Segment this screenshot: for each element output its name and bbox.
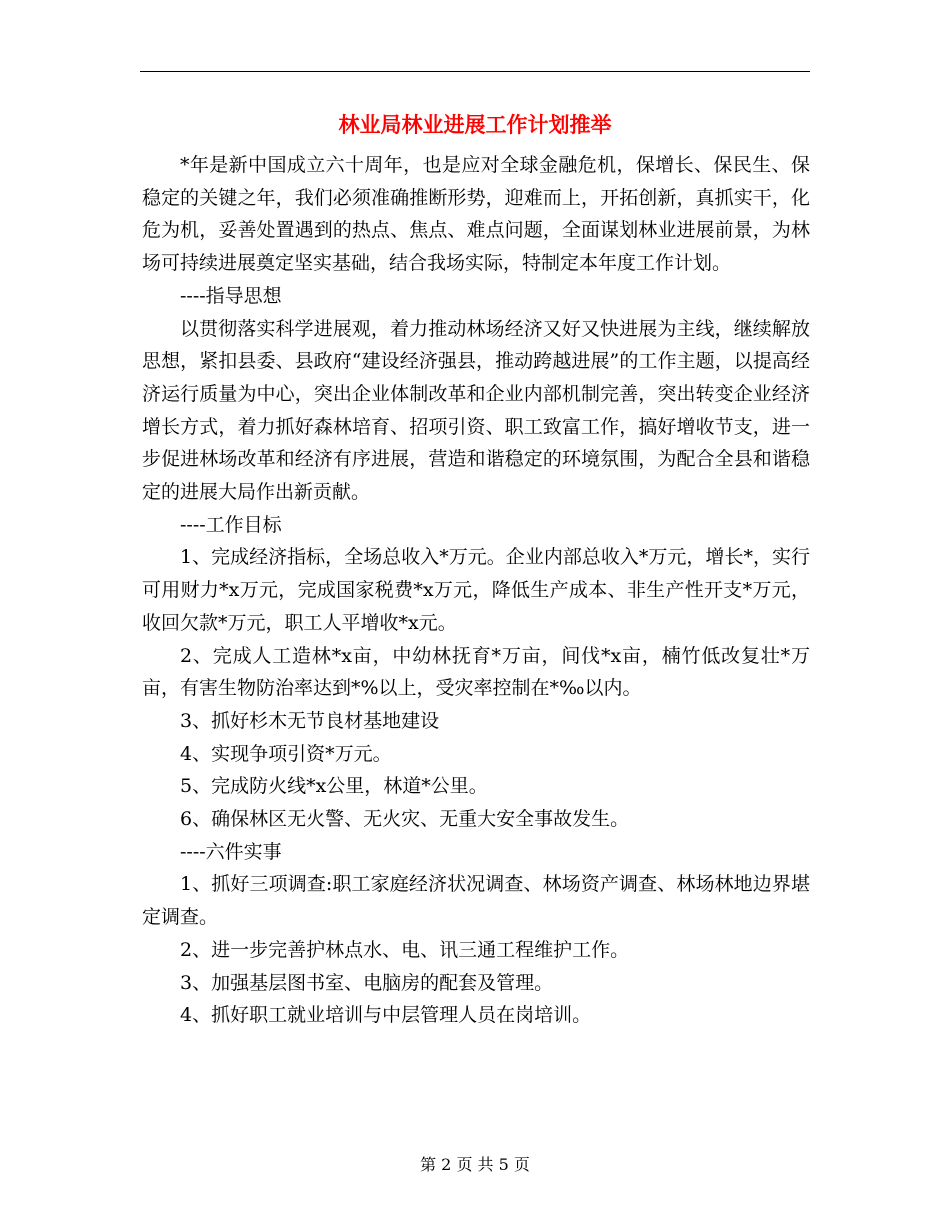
page-number-footer: 第 2 页 共 5 页: [420, 1155, 530, 1174]
task-item: 4、抓好职工就业培训与中层管理人员在岗培训。: [180, 1004, 592, 1027]
task-item: 2、进一步完善护林点水、电、讯三通工程维护工作。: [180, 938, 630, 961]
goal-item: 1、完成经济指标，全场总收入*万元。企业内部总收入*万元，增长*，实行可用财力*x万元，完成国家税费*x万元，降低生产成本、非生产性开支*万元，收回欠款*万元，职工人平增收*x元。: [142, 546, 810, 634]
goal-item: 2、完成人工造林*x亩，中幼林抚育*万亩，间伐*x亩，楠竹低改复壮*万亩，有害生物防治率达到*%以上，受灾率控制在*‰以内。: [142, 644, 810, 700]
goal-item: 3、抓好杉木无节良材基地建设: [180, 709, 440, 732]
section-heading-goals: ----工作目标: [180, 513, 282, 536]
goal-item: 4、实现争项引资*万元。: [180, 742, 392, 765]
goal-item: 6、确保林区无火警、无火灾、无重大安全事故发生。: [180, 808, 630, 831]
header-rule: [140, 71, 810, 72]
section-heading-tasks: ----六件实事: [180, 840, 282, 863]
section-heading-guiding: ----指导思想: [180, 284, 282, 307]
document-title: 林业局林业进展工作计划推举: [338, 112, 612, 137]
task-item: 1、抓好三项调查:职工家庭经济状况调查、林场资产调查、林场林地边界堪定调查。: [142, 873, 810, 929]
goal-item: 5、完成防火线*x公里，林道*公里。: [180, 775, 488, 798]
intro-paragraph: *年是新中国成立六十周年，也是应对全球金融危机，保增长、保民生、保稳定的关键之年，我们必须准确推断形势，迎难而上，开拓创新，真抓实干，化危为机，妥善处置遇到的热点、焦点、难点问题，全面谋划林业进展前景，为林场可持续进展奠定坚实基础，结合我场实际，特制定本年度工作计划。: [142, 154, 810, 275]
document-body: [142, 149, 810, 1032]
guiding-paragraph: 以贯彻落实科学进展观，着力推动林场经济又好又快进展为主线，继续解放思想，紧扣县委、县政府“建设经济强县，推动跨越进展”的工作主题，以提高经济运行质量为中心，突出企业体制改革和企业内部机制完善，突出转变企业经济增长方式，着力抓好森林培育、招项引资、职工致富工作，搞好增收节支，进一步促进林场改革和经济有序进展，营造和谐稳定的环境氛围，为配合全县和谐稳定的进展大局作出新贡献。: [142, 317, 810, 504]
task-item: 3、加强基层图书室、电脑房的配套及管理。: [180, 971, 554, 994]
